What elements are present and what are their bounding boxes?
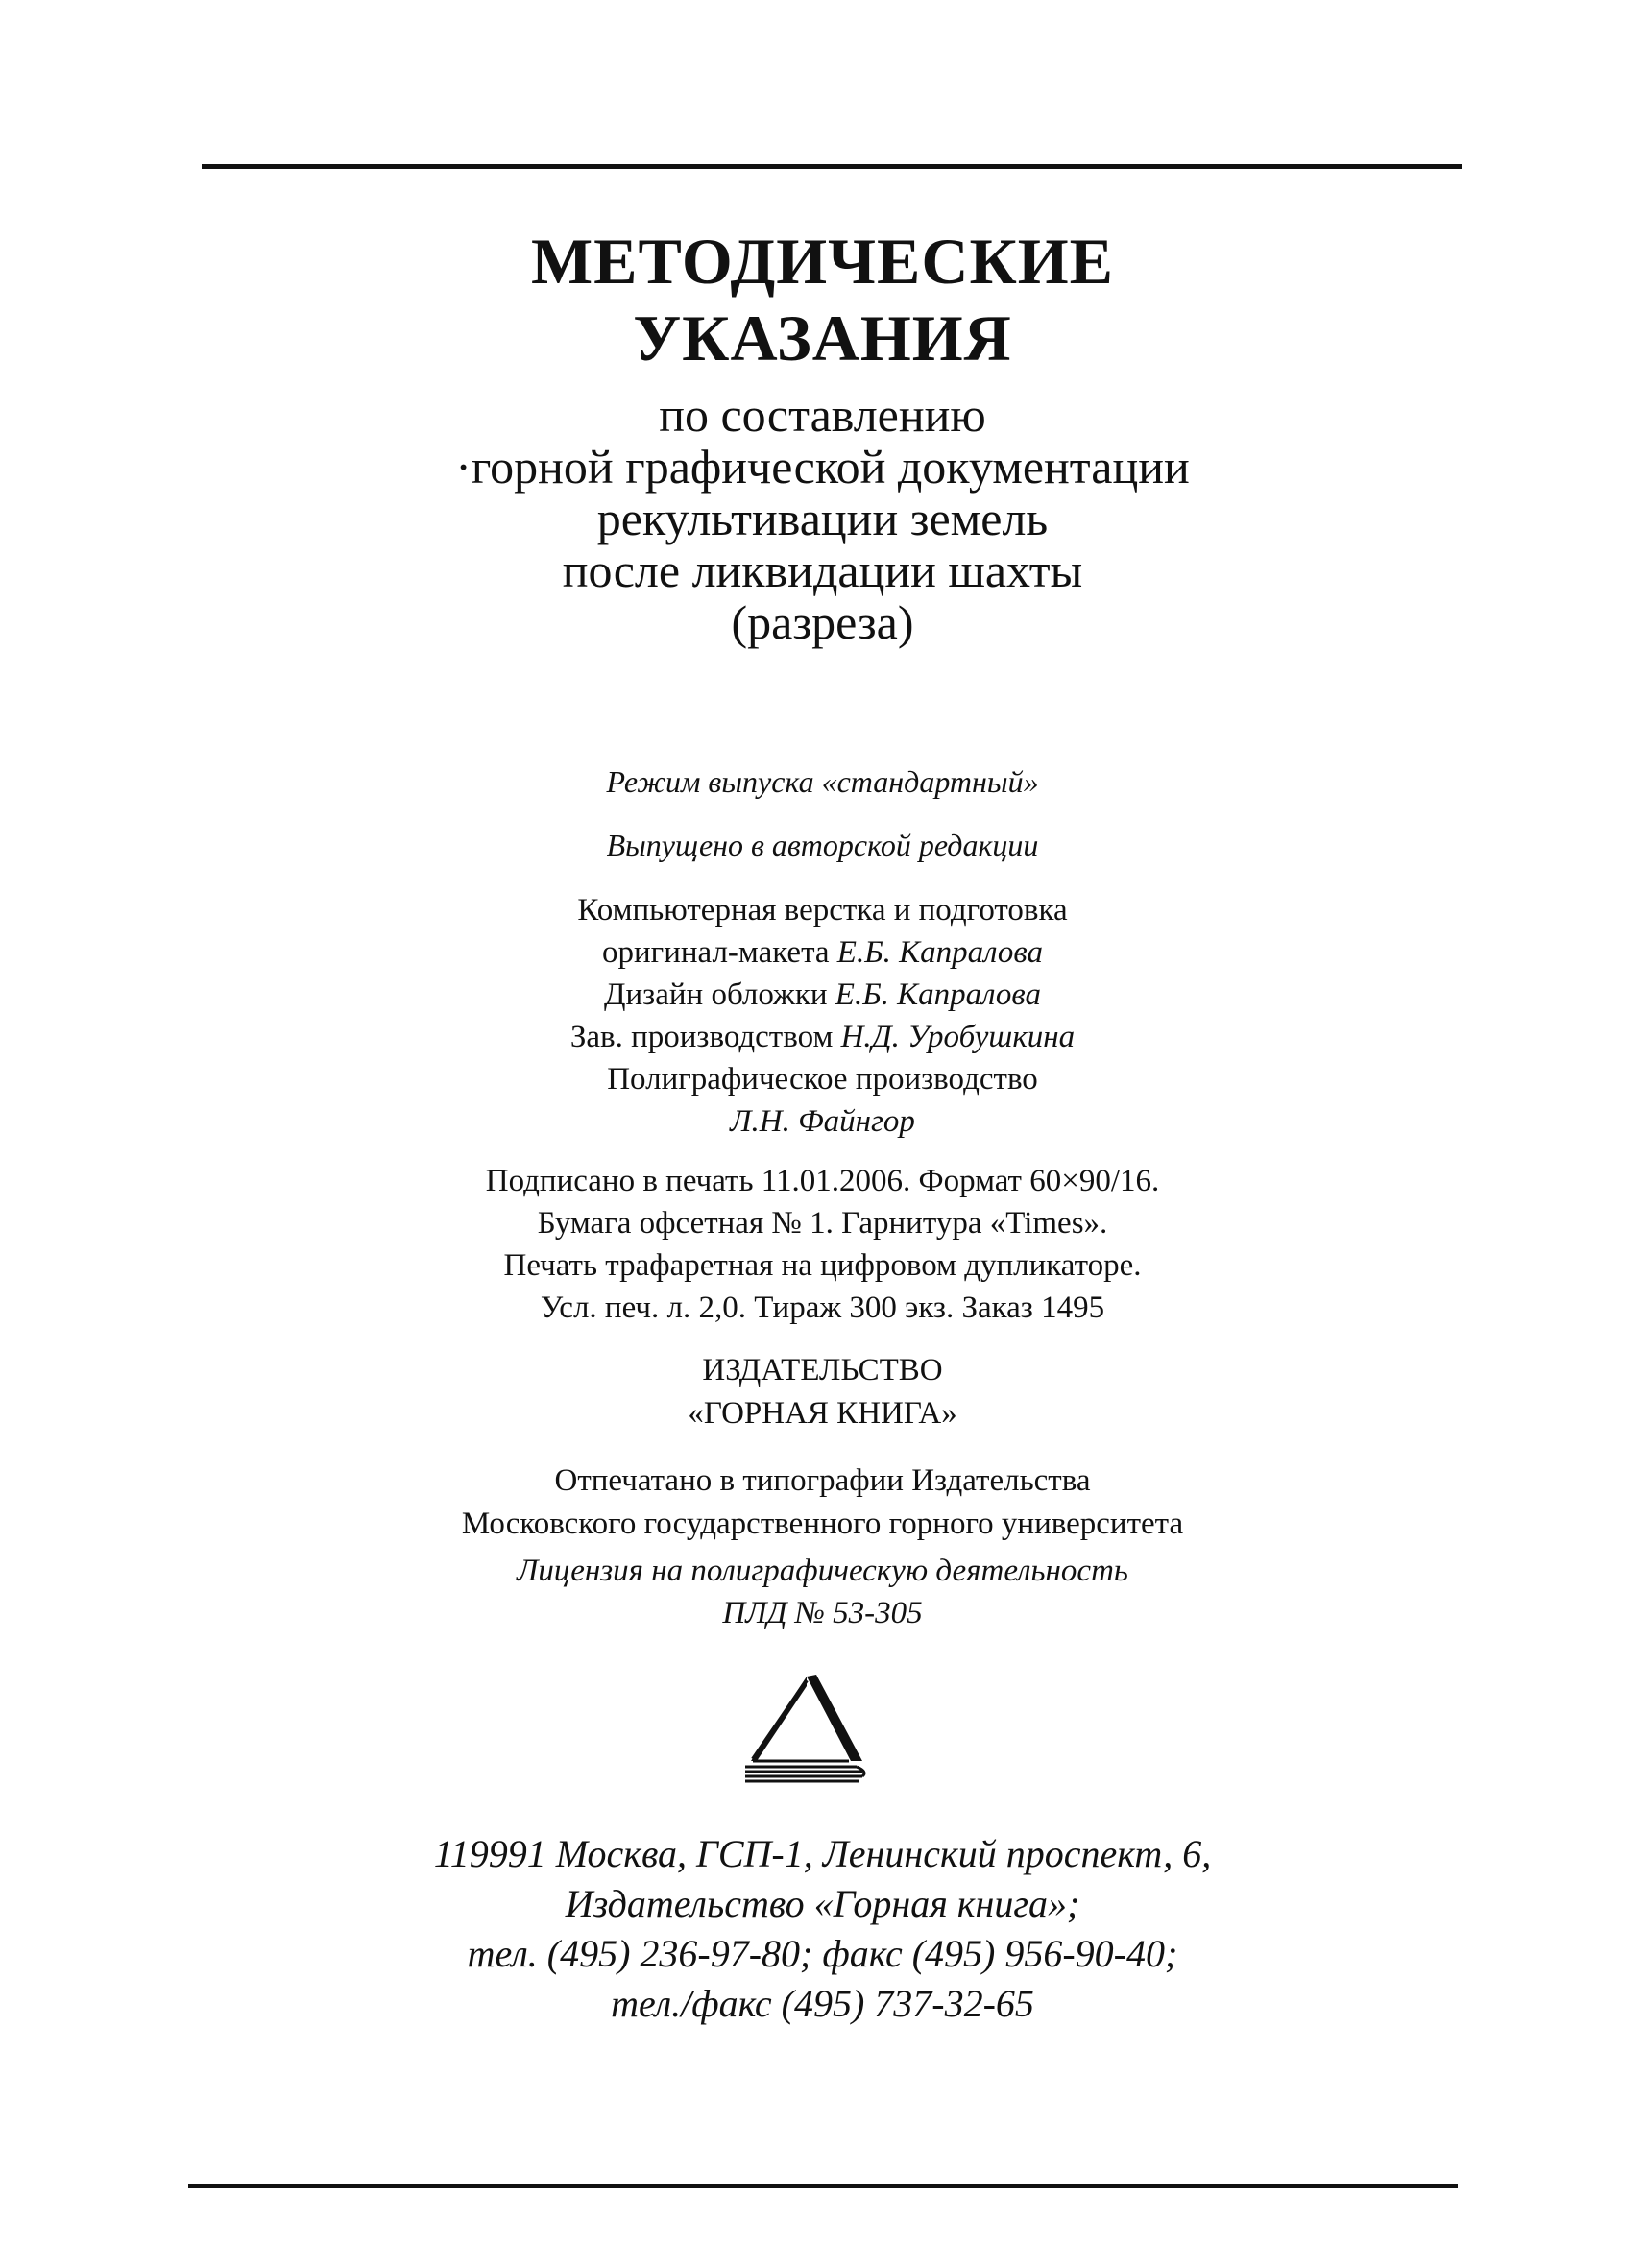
printed-by-line: Московского государственного горного университета xyxy=(461,1507,1184,1541)
credit-cover xyxy=(0,974,1645,1016)
subtitle-line: (разреза) xyxy=(731,595,914,649)
subtitle-line: рекультивации земель xyxy=(596,492,1049,545)
bottom-rule xyxy=(188,2184,1458,2188)
license xyxy=(0,1550,1645,1634)
publisher-name xyxy=(0,1349,1645,1436)
address-line: тел. (495) 236-97-80; факс (495) 956-90-40; xyxy=(467,1932,1178,1975)
print-info xyxy=(0,1160,1645,1329)
subtitle-line: по составлению xyxy=(659,388,986,442)
publisher-address xyxy=(0,1829,1645,2029)
credit-printing-name: Л.Н. Файнгор xyxy=(730,1104,915,1139)
credit-cover-label: Дизайн обложки xyxy=(604,977,828,1012)
publisher-line-2: «ГОРНАЯ КНИГА» xyxy=(688,1396,957,1431)
credit-cover-name: Е.Б. Капралова xyxy=(835,977,1041,1012)
printed-by-line: Отпечатано в типографии Издательства xyxy=(554,1463,1091,1498)
print-info-line: Бумага офсетная № 1. Гарнитура «Times». xyxy=(537,1206,1108,1241)
credit-layout-label-cont: оригинал-макета xyxy=(602,935,830,970)
credit-layout-label: Компьютерная верстка и подготовка xyxy=(577,893,1068,928)
document-subtitle xyxy=(0,389,1645,648)
license-line-2: ПЛД № 53-305 xyxy=(722,1596,923,1630)
print-info-line: Усл. печ. л. 2,0. Тираж 300 экз. Заказ 1495 xyxy=(540,1291,1105,1325)
title-line-1: МЕТОДИЧЕСКИЕ xyxy=(530,225,1115,298)
credit-production-name: Н.Д. Уробушкина xyxy=(840,1020,1076,1054)
publisher-line-1: ИЗДАТЕЛЬСТВО xyxy=(702,1353,943,1387)
document-title xyxy=(0,223,1645,376)
credit-layout xyxy=(0,931,1645,974)
edition-note: Выпущено в авторской редакции xyxy=(606,828,1039,862)
address-line: тел./факс (495) 737-32-65 xyxy=(611,1982,1034,2025)
print-info-line: Печать трафаретная на цифровом дупликаторе. xyxy=(503,1248,1142,1283)
credit-production-label: Зав. производством xyxy=(569,1020,834,1054)
address-line: Издательство «Горная книга»; xyxy=(565,1882,1080,1925)
subtitle-line: после ликвидации шахты xyxy=(562,543,1083,597)
credit-production xyxy=(0,1016,1645,1058)
credits xyxy=(0,889,1645,1143)
triangle-book-logo-icon xyxy=(743,1673,874,1784)
printed-by xyxy=(0,1460,1645,1546)
title-line-2: УКАЗАНИЯ xyxy=(633,302,1012,374)
subtitle-line: ·горной графической документации xyxy=(455,440,1190,494)
address-line: 119991 Москва, ГСП-1, Ленинский проспект, 6, xyxy=(433,1832,1212,1875)
top-rule xyxy=(202,164,1462,169)
license-line-1: Лицензия на полиграфическую деятельность xyxy=(517,1554,1128,1588)
credit-printing-label: Полиграфическое производство xyxy=(607,1062,1038,1097)
issue-mode: Режим выпуска «стандартный» xyxy=(606,764,1039,799)
print-info-line: Подписано в печать 11.01.2006. Формат 60×90/16. xyxy=(485,1164,1160,1198)
credit-layout-name: Е.Б. Капралова xyxy=(836,935,1043,970)
